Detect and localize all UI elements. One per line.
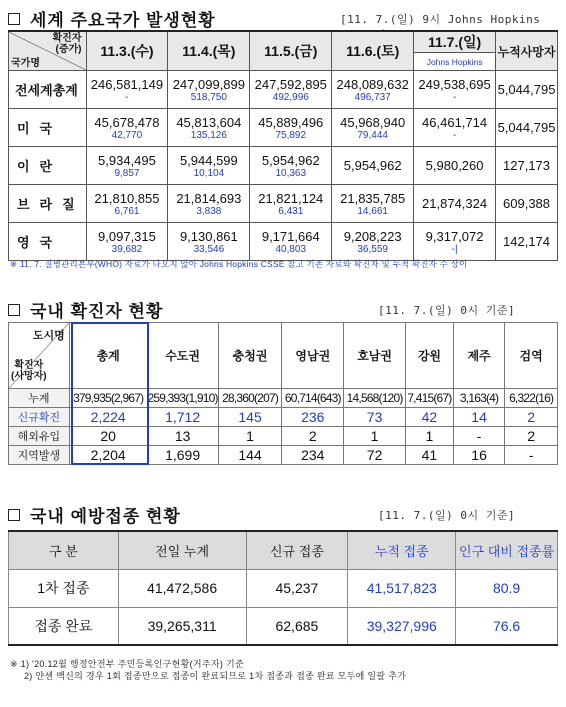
table-row [9,569,558,607]
column-header: 총계 [69,323,147,389]
confirmed-value: 21,821,124 [258,190,324,206]
data-cell: 39,265,311 [118,607,246,645]
confirmed-value: 21,814,693 [176,190,242,206]
row-label: 해외유입 [9,427,70,446]
cell-stack [168,223,249,260]
domestic-section-header [8,297,163,322]
checkbox-icon [8,304,20,316]
column-header: 인구 대비 접종률 [456,531,558,569]
data-cell: 1 [218,427,282,446]
deaths-value: 5,044,795 [496,71,558,109]
data-cell: 39,327,996 [348,607,456,645]
data-cell [250,147,332,185]
data-cell: 16 [453,446,504,465]
world-table-body [9,71,558,261]
date-header: 11.3.(수) [86,31,168,71]
column-header: 충청권 [218,323,282,389]
deaths-value: 609,388 [496,185,558,223]
confirmed-value: 247,592,895 [254,76,327,92]
data-cell: 145 [218,408,282,427]
checkbox-icon [8,13,20,25]
increase-value: 3,838 [196,205,222,217]
table-row [9,109,558,147]
confirmed-value: 5,944,599 [179,152,238,168]
data-cell [86,223,168,261]
data-cell: 41,472,586 [118,569,246,607]
data-cell: 76.6 [456,607,558,645]
data-cell [332,109,414,147]
cell-stack [250,109,331,146]
world-section-header [8,6,216,31]
row-label: 지역발생 [9,446,70,465]
data-cell: 60,714(643) [282,389,344,408]
data-cell: 80.9 [456,569,558,607]
cell-stack [250,223,331,260]
data-cell: 2 [505,427,558,446]
column-header: 전일 누계 [118,531,246,569]
column-header: 검역 [505,323,558,389]
country-label: 국가명 [11,58,40,69]
data-cell [86,71,168,109]
date-header: 11.4.(목) [168,31,250,71]
date-header: 11.5.(금) [250,31,332,71]
increase-value: 36,559 [357,243,388,255]
increase-value: 6,431 [278,205,304,217]
row-label: 신규확진 [9,408,70,427]
data-cell: 2 [505,408,558,427]
data-cell [414,71,496,109]
increase-value: 6,761 [114,205,140,217]
data-cell [332,185,414,223]
vaccine-notes [10,658,406,682]
increase-value: 10,363 [275,167,307,179]
vaccine-table [8,530,558,646]
country-name: 영국 [9,223,87,261]
column-header: 강원 [405,323,453,389]
increase-value: - [452,91,457,103]
table-row [9,389,558,408]
data-cell: 3,163(4) [453,389,504,408]
increase-label: (증가) [55,44,82,55]
confirmed-value: 5,954,962 [343,158,402,173]
confirmed-value: 45,968,940 [340,114,406,130]
data-cell: 13 [147,427,218,446]
data-cell: 379,935(2,967) [69,389,147,408]
deaths-value: 5,044,795 [496,109,558,147]
deaths-value: 127,173 [496,147,558,185]
table-row [9,446,558,465]
column-header: 호남권 [344,323,406,389]
confirmed-value: 249,538,695 [418,76,491,92]
world-table [8,30,558,261]
data-cell [250,71,332,109]
cell-stack [87,109,168,146]
data-cell [332,223,414,261]
city-label: 도시명 [32,330,65,342]
increase-value: 14,661 [357,205,388,217]
confirmed-label: 확진자 [14,360,44,371]
increase-value: 9,857 [114,167,140,179]
increase-value: 75,892 [275,129,307,141]
cell-stack [332,223,413,260]
data-cell: 1,699 [147,446,218,465]
confirmed-value: 9,317,072 [425,228,484,244]
data-cell: 20 [69,427,147,446]
data-cell: 1,712 [147,408,218,427]
country-name: 미국 [9,109,87,147]
table-row [9,71,558,109]
data-cell: 41,517,823 [348,569,456,607]
row-label: 누계 [9,389,70,408]
increase-value: 10,104 [193,167,225,179]
country-name: 이란 [9,147,87,185]
increase-value: 496,737 [354,91,391,103]
column-header: 신규 접종 [246,531,348,569]
date-header: 11.6.(토) [332,31,414,71]
vaccine-title: 국내 예방접종 현황 [30,507,181,526]
deaths-label: (사망자) [11,371,47,382]
table-row [9,607,558,645]
confirmed-value: 9,171,664 [261,228,320,244]
vaccine-note-1: ※ 1) '20.12월 행정안전부 주민등록인구현황(거주자) 기준 [10,659,244,669]
source-subheader: Johns Hopkins [414,53,496,71]
domestic-table [8,322,558,465]
cell-stack [414,109,495,146]
data-cell: 7,415(67) [405,389,453,408]
cell-stack [87,147,168,184]
column-header: 영남권 [282,323,344,389]
confirmed-value: 9,097,315 [98,228,156,244]
confirmed-value: 21,835,785 [340,190,406,206]
table-row [9,408,558,427]
cell-stack [87,71,168,108]
data-cell [250,223,332,261]
data-cell: 41 [405,446,453,465]
data-cell [168,147,250,185]
increase-value: 33,546 [193,243,225,255]
increase-value: 39,682 [111,243,143,255]
confirmed-value: 9,130,861 [179,228,238,244]
country-name: 전세계총계 [9,71,87,109]
country-name: 브라질 [9,185,87,223]
data-cell: 2 [282,427,344,446]
increase-value: 79,444 [357,129,388,141]
domestic-table-body [9,389,558,465]
data-cell: 2,224 [69,408,147,427]
vaccine-date: [11. 7.(일) 0시 기준] [378,509,516,522]
domestic-corner-header [9,323,70,389]
increase-value: 42,770 [111,129,143,141]
data-cell [414,147,496,185]
data-cell: 1 [344,427,406,446]
confirmed-value: 246,581,149 [90,76,164,92]
cell-stack [332,109,413,146]
confirmed-value: 5,954,962 [261,152,320,168]
confirmed-value: 21,874,324 [422,196,488,211]
column-header: 누적 접종 [348,531,456,569]
data-cell: 2,204 [69,446,147,465]
data-cell: 14 [453,408,504,427]
world-date: [11. 7.(일) 9시 Johns Hopkins [340,13,541,26]
data-cell: 62,685 [246,607,348,645]
data-cell [414,223,496,261]
confirmed-value: 45,813,604 [176,114,242,130]
confirmed-value: 5,980,260 [425,158,484,173]
cell-stack [414,147,495,184]
data-cell: 72 [344,446,406,465]
confirmed-value: 247,099,899 [172,76,245,92]
data-cell: 45,237 [246,569,348,607]
increase-value: - [452,129,457,141]
domestic-title: 국내 확진자 현황 [30,302,164,321]
column-header: 제주 [453,323,504,389]
cell-stack [168,109,249,146]
data-cell: 234 [282,446,344,465]
increase-value: 135,126 [190,129,227,141]
cell-stack [250,185,331,222]
data-cell [168,109,250,147]
world-title: 세계 주요국가 발생현황 [30,11,216,30]
row-label: 접종 완료 [9,607,119,645]
column-header: 구 분 [9,531,119,569]
increase-value: -| [451,243,458,255]
data-cell: 28,360(207) [218,389,282,408]
data-cell: 236 [282,408,344,427]
checkbox-icon [8,509,20,521]
cell-stack [168,71,249,108]
cell-stack [414,223,495,260]
confirmed-label: 확진자 [52,33,82,44]
increase-value: 518,750 [190,91,227,103]
deaths-header: 누적사망자 [496,31,558,71]
table-row [9,223,558,261]
cell-stack [87,185,168,222]
row-label: 1차 접종 [9,569,119,607]
deaths-value: 142,174 [496,223,558,261]
cell-stack [332,185,413,222]
cell-stack [250,147,331,184]
data-cell [332,71,414,109]
cell-stack [414,185,495,222]
data-cell [414,109,496,147]
data-cell: - [505,446,558,465]
data-cell [168,185,250,223]
data-cell: 14,568(120) [344,389,406,408]
increase-value: 492,996 [272,91,309,103]
cell-stack [414,71,495,108]
confirmed-value: 46,461,714 [422,114,488,130]
domestic-date: [11. 7.(일) 0시 기준] [378,304,516,317]
data-cell: 42 [405,408,453,427]
vaccine-section-header [8,502,181,527]
data-cell [414,185,496,223]
data-cell: 73 [344,408,406,427]
data-cell [250,185,332,223]
confirmed-value: 9,208,223 [343,228,402,244]
data-cell: 144 [218,446,282,465]
data-cell: 1 [405,427,453,446]
data-cell [250,109,332,147]
vaccine-note-2: 2) 얀센 백신의 경우 1회 접종만으로 접종이 완료되므로 1차 접종과 접종 완료 모두에 일괄 추가 [24,671,407,681]
data-cell [332,147,414,185]
data-cell: 259,393(1,910) [147,389,218,408]
vaccine-table-body [9,569,558,645]
data-cell: 6,322(16) [505,389,558,408]
data-cell [168,71,250,109]
date-header: 11.7.(일) [414,31,496,53]
cell-stack [168,147,249,184]
increase-value: 40,803 [275,243,307,255]
confirmed-value: 248,089,632 [336,76,409,92]
world-note: ※ 11. 7. 질병관리본부(WHO) 자료가 나오지 않아 Johns Hopkins CSSE 참고 기존 자료와 확진자 및 누적 확진자 수 상이 [10,259,468,269]
confirmed-value: 5,934,495 [98,152,156,168]
confirmed-value: 45,889,496 [258,114,324,130]
data-cell [168,223,250,261]
confirmed-value: 45,678,478 [94,114,160,130]
increase-value: - [125,91,129,103]
table-row [9,147,558,185]
cell-stack [87,223,168,260]
data-cell [86,109,168,147]
cell-stack [250,71,331,108]
world-corner-header [9,31,87,71]
data-cell: - [453,427,504,446]
data-cell [86,147,168,185]
cell-stack [332,147,413,184]
cell-stack [332,71,413,108]
table-row [9,427,558,446]
data-cell [86,185,168,223]
table-row [9,185,558,223]
confirmed-value: 21,810,855 [94,190,160,206]
column-header: 수도권 [147,323,218,389]
cell-stack [168,185,249,222]
